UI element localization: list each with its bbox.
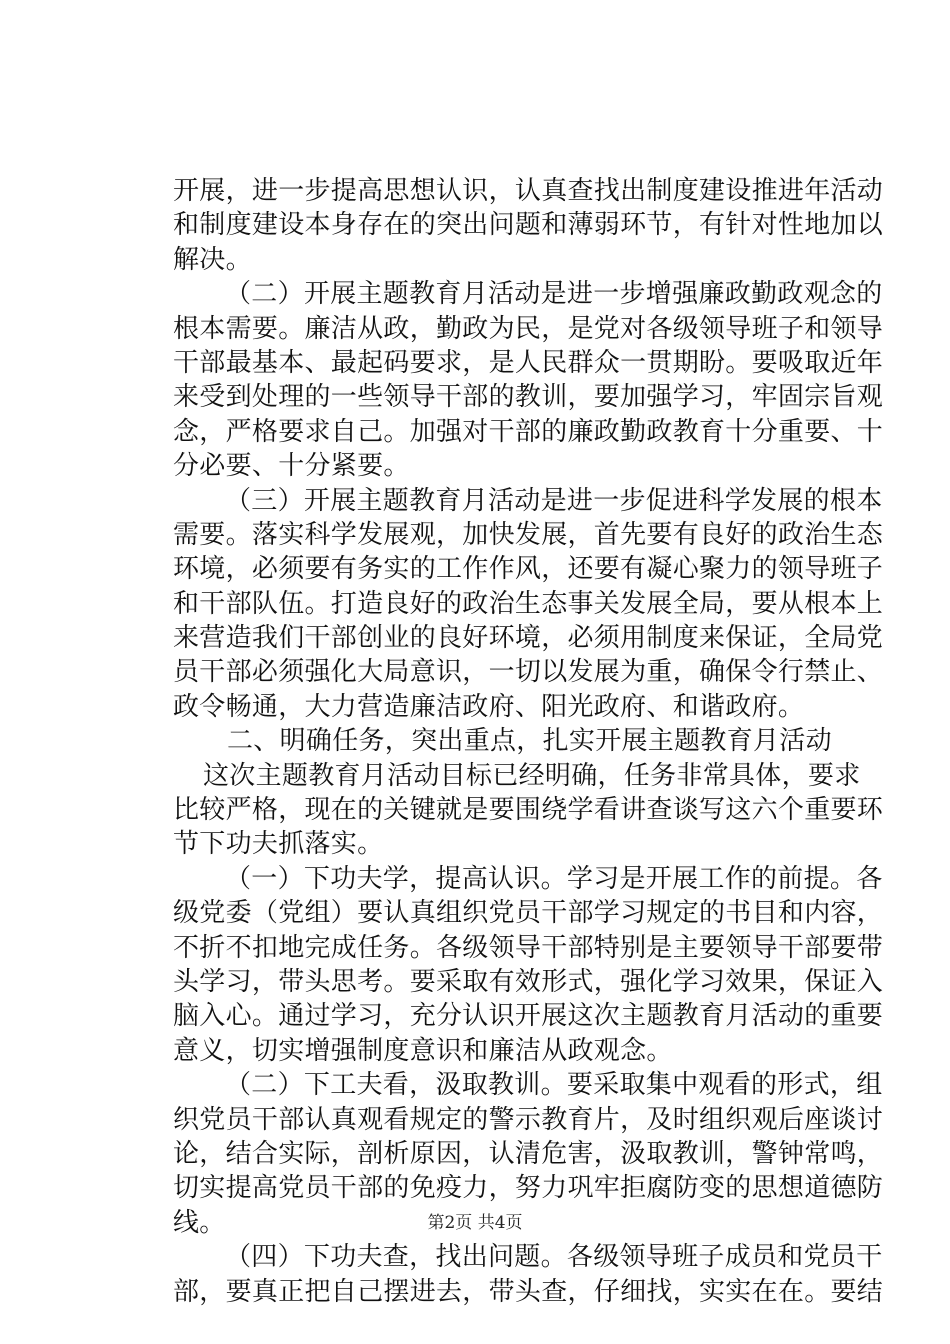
paragraph-start-line: （二）开展主题教育月活动是进一步增强廉政勤政观念的 <box>225 279 883 310</box>
text-line: 论，结合实际，剖析原因，认清危害，汲取教训，警钟常鸣， <box>173 1138 884 1169</box>
text-line: 政令畅通，大力营造廉洁政府、阳光政府、和谐政府。 <box>173 691 805 722</box>
text-line: 和制度建设本身存在的突出问题和薄弱环节，有针对性地加以 <box>173 210 884 241</box>
text-line: 比较严格，现在的关键就是要围绕学看讲查谈写这六个重要环 <box>173 795 884 826</box>
paragraph-start-line: （三）开展主题教育月活动是进一步促进科学发展的根本 <box>225 485 883 516</box>
text-line: 念，严格要求自己。加强对干部的廉政勤政教育十分重要、十 <box>173 416 884 447</box>
text-line: 来受到处理的一些领导干部的教训，要加强学习，牢固宗旨观 <box>173 382 884 413</box>
text-line: 环境，必须要有务实的工作作风，还要有凝心聚力的领导班子 <box>173 554 884 585</box>
paragraph-start-line: （四）下功夫查，找出问题。各级领导班子成员和党员干 <box>225 1242 883 1273</box>
text-line: 织党员干部认真观看规定的警示教育片，及时组织观后座谈讨 <box>173 1104 884 1135</box>
text-line: 开展，进一步提高思想认识，认真查找出制度建设推进年活动 <box>173 176 884 206</box>
text-line: 头学习，带头思考。要采取有效形式，强化学习效果，保证入 <box>173 966 884 997</box>
text-line: 级党委（党组）要认真组织党员干部学习规定的书目和内容， <box>173 898 884 929</box>
paragraph-start-line: 这次主题教育月活动目标已经明确，任务非常具体，要求 <box>203 760 861 791</box>
paragraph-start-line: （一）下功夫学，提高认识。学习是开展工作的前提。各 <box>225 863 883 894</box>
text-line: 和干部队伍。打造良好的政治生态事关发展全局，要从根本上 <box>173 588 884 619</box>
text-line: 根本需要。廉洁从政，勤政为民，是党对各级领导班子和领导 <box>173 313 884 344</box>
paragraph-start-line: （二）下工夫看，汲取教训。要采取集中观看的形式，组 <box>225 1070 883 1101</box>
text-line: 部，要真正把自己摆进去，带头查，仔细找，实实在在。要结 <box>173 1276 884 1307</box>
text-line: 切实提高党员干部的免疫力，努力巩牢拒腐防变的思想道德防 <box>173 1173 884 1204</box>
text-line: 员干部必须强化大局意识，一切以发展为重，确保令行禁止、 <box>173 657 884 688</box>
text-line: 解决。 <box>173 244 252 275</box>
text-line: 干部最基本、最起码要求，是人民群众一贯期盼。要吸取近年 <box>173 347 884 378</box>
text-line: 不折不扣地完成任务。各级领导干部特别是主要领导干部要带 <box>173 932 884 963</box>
document-body <box>173 174 884 1309</box>
text-line: 节下功夫抓落实。 <box>173 829 384 860</box>
text-line: 脑入心。通过学习，充分认识开展这次主题教育月活动的重要 <box>173 1001 884 1032</box>
page-number: 第2页 共4页 <box>427 1213 523 1233</box>
section-heading: 二、明确任务，突出重点，扎实开展主题教育月活动 <box>227 726 832 757</box>
text-line: 意义，切实增强制度意识和廉洁从政观念。 <box>173 1035 673 1066</box>
text-line: 分必要、十分紧要。 <box>173 451 410 482</box>
text-line: 需要。落实科学发展观，加快发展，首先要有良好的政治生态 <box>173 519 884 550</box>
text-line: 来营造我们干部创业的良好环境，必须用制度来保证，全局党 <box>173 623 884 654</box>
text-line: 线。 <box>173 1207 226 1238</box>
